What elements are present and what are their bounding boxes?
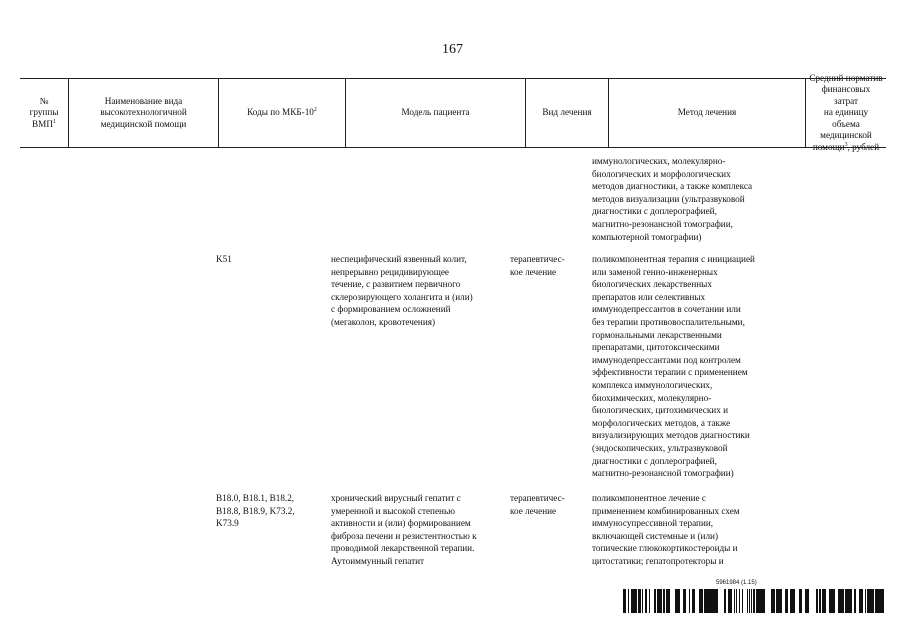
row3-patient-model: хронический вирусный гепатит с умеренной и высокой степенью активности и (или) формированием фиброза печени и резистентностью к проводимой лекарственной терапии. Аутоиммунный гепатит (331, 493, 477, 566)
row2-treatment-type: терапевтичес- кое лечение (510, 254, 565, 277)
header-cost-standard-tail: , рублей (847, 141, 880, 152)
barcode-label: 5961984 (1.15) (716, 580, 757, 586)
header-patient-model-text: Модель пациента (401, 107, 470, 118)
row2-codes: K51 (216, 254, 232, 264)
row1-method: иммунологических, молекулярно- биологических и морфологических методов диагностики, а также комплекса методов визуализации (ультразвуковой диагностики с доплерографией, магнитно-резонансной томографии, компьютерной томографии) (592, 156, 753, 242)
header-group-number (20, 79, 68, 147)
footnote-1: 1 (52, 118, 56, 125)
footnote-3: 3 (844, 141, 848, 148)
header-cost-standard (805, 72, 886, 152)
row2-method: поликомпонентная терапия с инициацией или заменой генно-инженерных биологических лекарственных препаратов или селективных иммунодепрессантов в сочетании или без терапии противовоспалительными, гормональными лекарственными препаратами, цитотоксическими иммунодепрессантами под контролем эффективности терапии с применением комплекса иммунологических, биохимических, молекулярно- биологических, цитохимических и морфологических методов, а также визуализирующих методов диагностики (эндоскопических, ультразвуковой диагностики с доплерографией, магнитно-резонансной томографии) (592, 254, 755, 479)
header-patient-model (345, 79, 525, 147)
header-treatment-type-text: Вид лечения (542, 107, 592, 118)
header-treatment-type (525, 79, 608, 147)
row3-method: поликомпонентное лечение с применением комбинированных схем иммуносупрессивной терапии, включающей системные и (или) топические глюкокортикостероиды и цитостатики; гепатопротекторы и (592, 493, 740, 566)
header-group-number-text: № группы ВМП (29, 95, 59, 129)
header-treatment-method (608, 79, 805, 147)
header-treatment-method-text: Метод лечения (677, 107, 737, 118)
row3-codes: B18.0, B18.1, B18.2, B18.8, B18.9, K73.2, K73.9 (216, 493, 295, 529)
header-cost-standard-text: Средний норматив финансовых затрат на единицу объема медицинской помощи (809, 72, 883, 152)
footnote-2: 2 (313, 107, 317, 114)
page-number: 167 (442, 42, 463, 57)
row3-treatment-type: терапевтичес- кое лечение (510, 493, 565, 516)
header-care-type (68, 79, 218, 147)
table-header (20, 72, 886, 152)
header-icd-codes (218, 79, 345, 147)
row2-patient-model: неспецифический язвенный колит, непрерывно рецидивирующее течение, с развитием первичного склерозирующего холангита и (или) с формированием осложнений (мегаколон, кровотечения) (331, 254, 473, 327)
header-care-type-text: Наименование вида высокотехнологичной медицинской помощи (100, 95, 187, 129)
header-icd-codes-text: Коды по МКБ-10 (247, 107, 314, 118)
barcode-icon (622, 589, 884, 613)
